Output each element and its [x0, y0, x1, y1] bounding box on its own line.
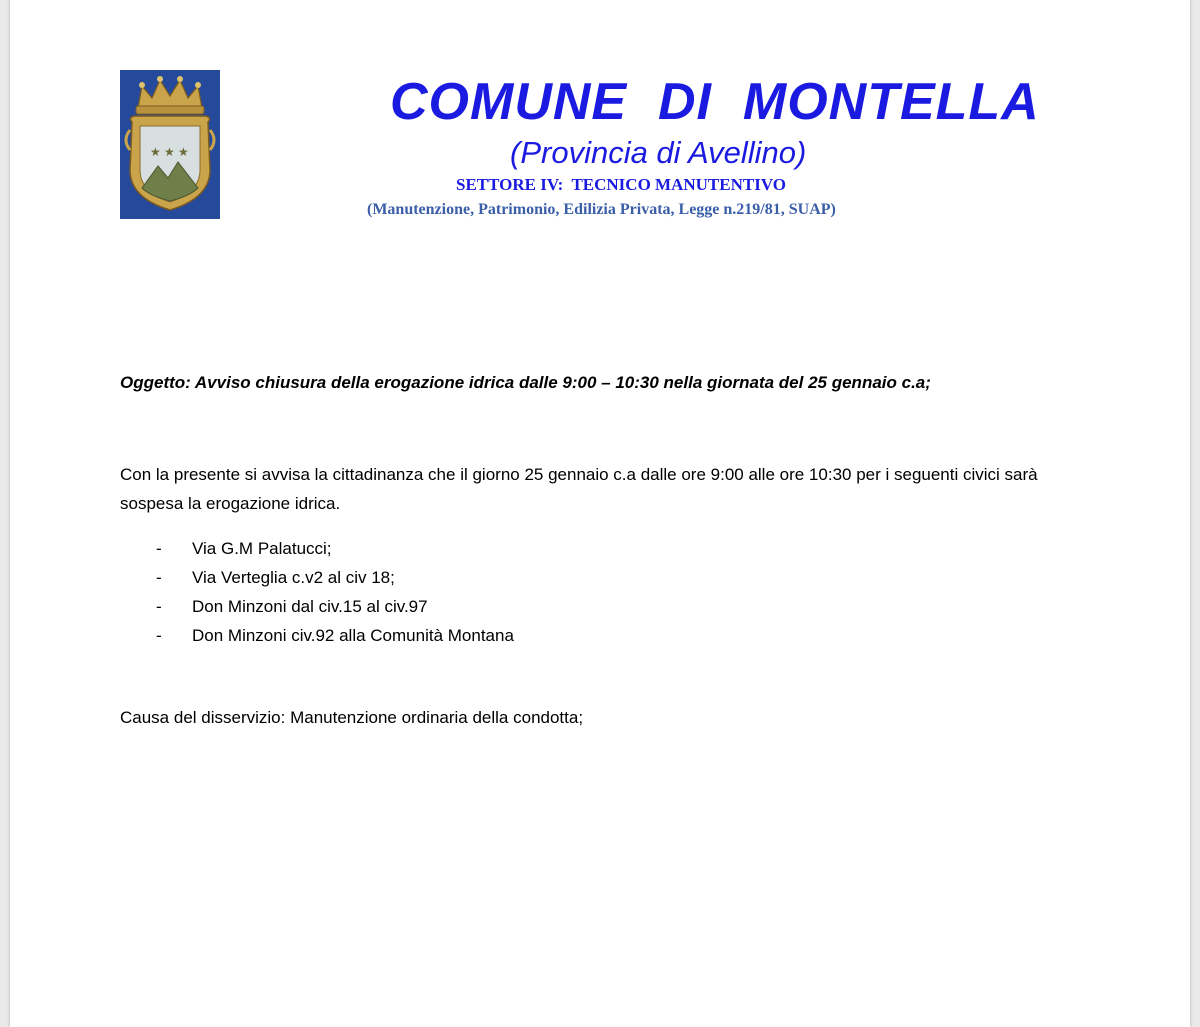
street-entry: Don Minzoni dal civ.15 al civ.97 [192, 597, 428, 616]
notice-subject: Oggetto: Avviso chiusura della erogazione idrica dalle 9:00 – 10:30 nella giornata del 25 gennaio c.a; [120, 373, 931, 392]
street-entry: Via Verteglia c.v2 al civ 18; [192, 568, 395, 587]
svg-text:★: ★ [164, 145, 175, 159]
list-dash: - [156, 568, 162, 587]
affected-streets-list [120, 534, 514, 650]
list-dash: - [156, 626, 162, 645]
province-subtitle: (Provincia di Avellino) [510, 135, 807, 170]
svg-text:★: ★ [150, 145, 161, 159]
list-item [120, 534, 514, 563]
coat-of-arms-icon [120, 70, 220, 219]
sector-name: SETTORE IV: TECNICO MANUTENTIVO [456, 175, 786, 194]
service-disruption-cause: Causa del disservizio: Manutenzione ordinaria della condotta; [120, 708, 584, 727]
svg-text:★: ★ [178, 145, 189, 159]
notice-body: Con la presente si avvisa la cittadinanza che il giorno 25 gennaio c.a dalle ore 9:00 alle ore 10:30 per i seguenti civici sarà sospesa la erogazione idrica. [120, 465, 1038, 513]
municipality-title: COMUNE DI MONTELLA [390, 73, 1040, 131]
list-item [120, 621, 514, 650]
sector-areas: (Manutenzione, Patrimonio, Edilizia Privata, Legge n.219/81, SUAP) [367, 201, 836, 218]
street-entry: Via G.M Palatucci; [192, 539, 332, 558]
document-page [10, 0, 1190, 1027]
list-item [120, 592, 514, 621]
list-dash: - [156, 539, 162, 558]
list-item [120, 563, 514, 592]
list-dash: - [156, 597, 162, 616]
street-entry: Don Minzoni civ.92 alla Comunità Montana [192, 626, 514, 645]
